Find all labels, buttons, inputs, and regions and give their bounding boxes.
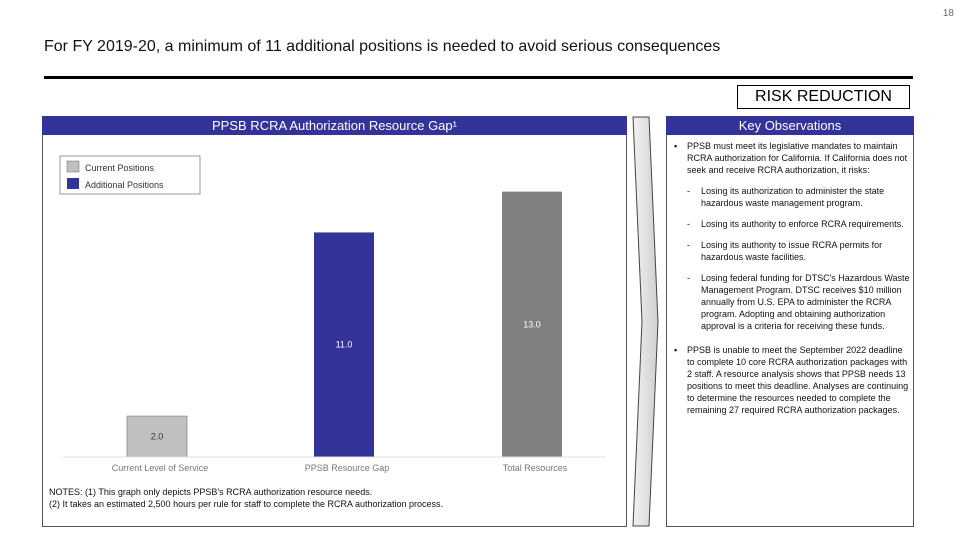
note-line-1: NOTES: (1) This graph only depicts PPSB's RCRA authorization resource needs. — [49, 487, 373, 497]
chart-notes — [49, 486, 443, 510]
sub-bullet-text: Losing its authority to enforce RCRA requirements. — [701, 219, 904, 229]
x-tick-label: PPSB Resource Gap — [304, 463, 390, 473]
slide-title: For FY 2019-20, a minimum of 11 additional positions is needed to avoid serious consequences — [44, 38, 721, 55]
sub-bullet — [687, 218, 910, 230]
bullet-icon: ▪ — [674, 141, 678, 151]
dash-icon: - — [687, 240, 690, 250]
legend-swatch-current — [67, 161, 79, 172]
observation-bullet — [674, 140, 910, 332]
observation-text: PPSB must meet its legislative mandates to maintain RCRA authorization for California. If California does not seek and receive RCRA authorization, it risks: — [687, 141, 908, 175]
sub-bullet-text: Losing federal funding for DTSC's Hazardous Waste Management Program. DTSC receives $10 million annually from U.S. EPA to administer the RCRA program. Adopting and obtaining authorization approval is a criteria for receiving these funds. — [701, 273, 910, 331]
dash-icon: - — [687, 186, 690, 196]
page-number: 18 — [942, 8, 954, 19]
chart-legend — [60, 156, 200, 194]
legend-label-current: Current Positions — [85, 163, 155, 173]
sub-bullet — [687, 272, 910, 332]
note-line-2: (2) It takes an estimated 2,500 hours per rule for staff to complete the RCRA authorization process. — [49, 499, 444, 509]
bar-value-label: 11.0 — [335, 339, 353, 350]
observation-text: PPSB is unable to meet the September 2022 deadline to complete 10 core RCRA authorization packages with 2 staff. A resource analysis shows that PPSB needs 13 positions to meet this deadline. Analyses are continuing to determine the resources needed to complete the remaining 27 required RCRA authorization packages. — [687, 345, 909, 415]
sub-bullet-text: Losing its authority to issue RCRA permits for hazardous waste facilities. — [701, 240, 883, 262]
chevron-arrow-icon — [632, 116, 660, 528]
x-tick-label: Current Level of Service — [111, 463, 209, 473]
legend-label-additional: Additional Positions — [85, 180, 164, 190]
sub-bullet-text: Losing its authorization to administer the state hazardous waste management program. — [701, 186, 885, 208]
dash-icon: - — [687, 219, 690, 229]
sub-bullet — [687, 185, 910, 209]
sub-bullet — [687, 239, 910, 263]
bar-value-label: 13.0 — [523, 319, 541, 330]
legend-swatch-additional — [67, 178, 79, 189]
observations-list — [674, 140, 910, 424]
title-divider — [44, 76, 913, 79]
dash-icon: - — [687, 273, 690, 283]
bullet-icon: ▪ — [674, 345, 678, 355]
bar-value-label: 2.0 — [150, 431, 164, 442]
risk-reduction-tag: RISK REDUCTION — [737, 85, 910, 109]
observation-bullet — [674, 344, 910, 416]
x-tick-label: Total Resources — [502, 463, 568, 473]
chart-panel-header: PPSB RCRA Authorization Resource Gap¹ — [42, 116, 627, 135]
observations-header: Key Observations — [666, 116, 914, 135]
resource-gap-chart — [43, 136, 626, 484]
